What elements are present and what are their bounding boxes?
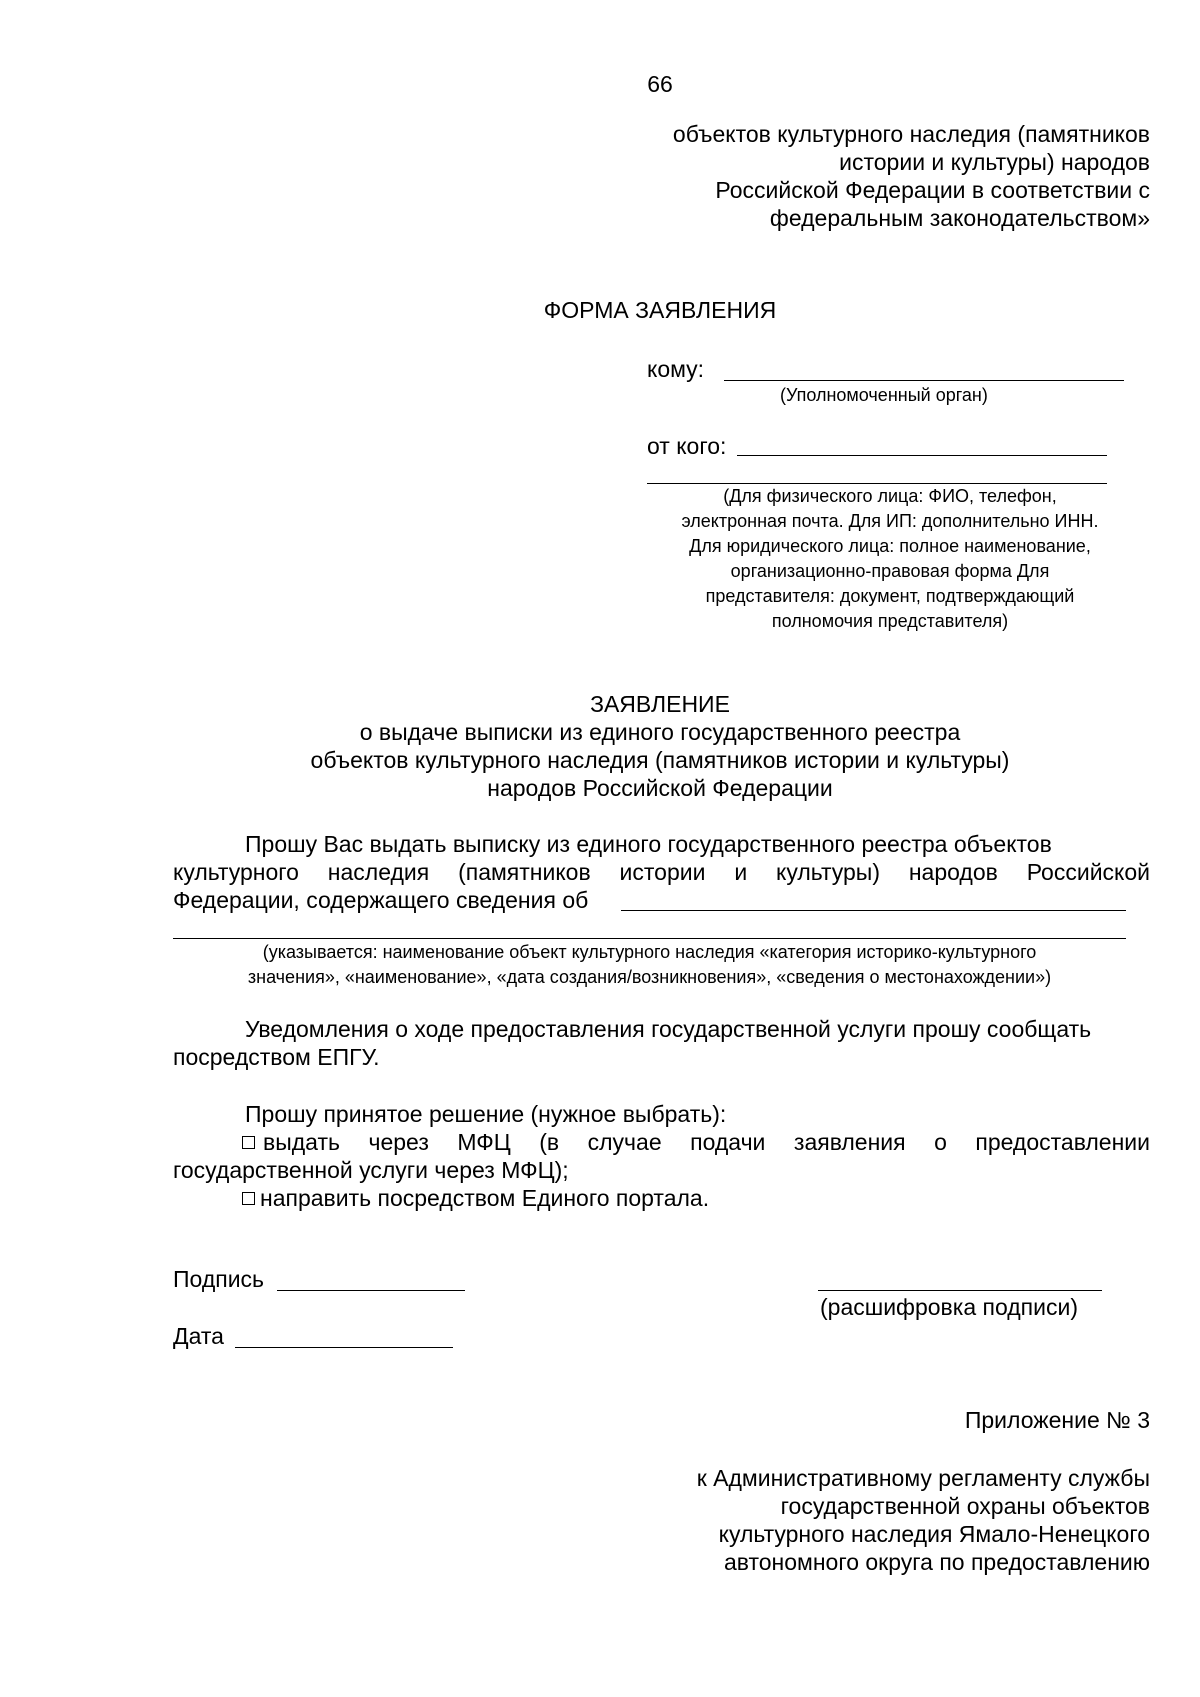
header-continuation (560, 120, 1150, 232)
request-line-3: Федерации, содержащего сведения об (173, 887, 589, 913)
request-hint-line: значения», «наименование», «дата создания/возникновения», «сведения о местонахождении») (247, 967, 1052, 987)
header-line: Российской Федерации в соответствии с (715, 177, 1150, 203)
request-input-line-2[interactable] (173, 938, 1126, 939)
appendix-line: к Административному регламенту службы (696, 1465, 1150, 1491)
date-input-line[interactable] (235, 1347, 453, 1348)
from-hint (640, 484, 1140, 634)
appendix-line: культурного наследия Ямало-Ненецкого (718, 1521, 1150, 1547)
decoding-input-line[interactable] (818, 1290, 1102, 1291)
signature-input-line[interactable] (277, 1290, 465, 1291)
request-line-2: культурного наследия (памятников истории и культуры) народов Российской (173, 859, 1150, 885)
appendix-text (600, 1464, 1150, 1576)
from-hint-line: представителя: документ, подтверждающий (705, 586, 1075, 606)
request-hint (173, 940, 1126, 990)
appendix-line: автономного округа по предоставлению (723, 1549, 1150, 1575)
decoding-hint: (расшифровка подписи) (820, 1294, 1078, 1320)
to-hint: (Уполномоченный орган) (780, 385, 988, 405)
date-label: Дата (173, 1323, 224, 1349)
statement-heading (160, 690, 1160, 802)
from-hint-line: полномочия представителя) (771, 611, 1009, 631)
to-input-line[interactable] (724, 380, 1124, 381)
to-label: кому: (647, 356, 705, 382)
header-line: истории и культуры) народов (839, 149, 1150, 175)
from-hint-line: электронная почта. Для ИП: дополнительно ИНН. (681, 511, 1099, 531)
decision-option-2 (242, 1184, 709, 1212)
statement-title: ЗАЯВЛЕНИЕ (590, 691, 730, 717)
decision-intro: Прошу принятое решение (нужное выбрать): (245, 1101, 727, 1127)
notification-line-1: Уведомления о ходе предоставления государственной услуги прошу сообщать (245, 1016, 1092, 1042)
from-hint-line: (Для физического лица: ФИО, телефон, (723, 486, 1057, 506)
notification-line-2: посредством ЕПГУ. (173, 1044, 380, 1070)
from-input-line[interactable] (737, 455, 1107, 456)
appendix-line: государственной охраны объектов (780, 1493, 1150, 1519)
from-hint-line: организационно-правовая форма Для (730, 561, 1050, 581)
request-input-line[interactable] (621, 910, 1126, 911)
header-line: объектов культурного наследия (памятников (672, 121, 1150, 147)
option-portal-label: направить посредством Единого портала. (260, 1185, 710, 1211)
request-hint-line: (указывается: наименование объект культурного наследия «категория историко-культурного (262, 942, 1037, 962)
appendix-number: Приложение № 3 (964, 1407, 1150, 1433)
option-mfc-checkbox[interactable] (242, 1136, 255, 1149)
statement-subtitle-line: народов Российской Федерации (487, 775, 833, 801)
from-hint-line: Для юридического лица: полное наименование, (689, 536, 1091, 556)
statement-subtitle-line: объектов культурного наследия (памятников истории и культуры) (310, 747, 1010, 773)
signature-label: Подпись (173, 1266, 265, 1292)
option-mfc-label: выдать через МФЦ (в случае подачи заявления о предоставлении (263, 1129, 1150, 1155)
option-portal-checkbox[interactable] (242, 1192, 255, 1205)
form-title: ФОРМА ЗАЯВЛЕНИЯ (543, 297, 777, 323)
option-mfc-label-cont: государственной услуги через МФЦ); (173, 1157, 569, 1183)
from-label: от кого: (647, 433, 727, 459)
request-line-1: Прошу Вас выдать выписку из единого государственного реестра объектов (245, 831, 1052, 857)
statement-subtitle-line: о выдаче выписки из единого государственного реестра (359, 719, 961, 745)
page-number: 66 (647, 71, 673, 97)
decision-option-1 (242, 1128, 1150, 1156)
header-line: федеральным законодательством» (769, 205, 1150, 231)
